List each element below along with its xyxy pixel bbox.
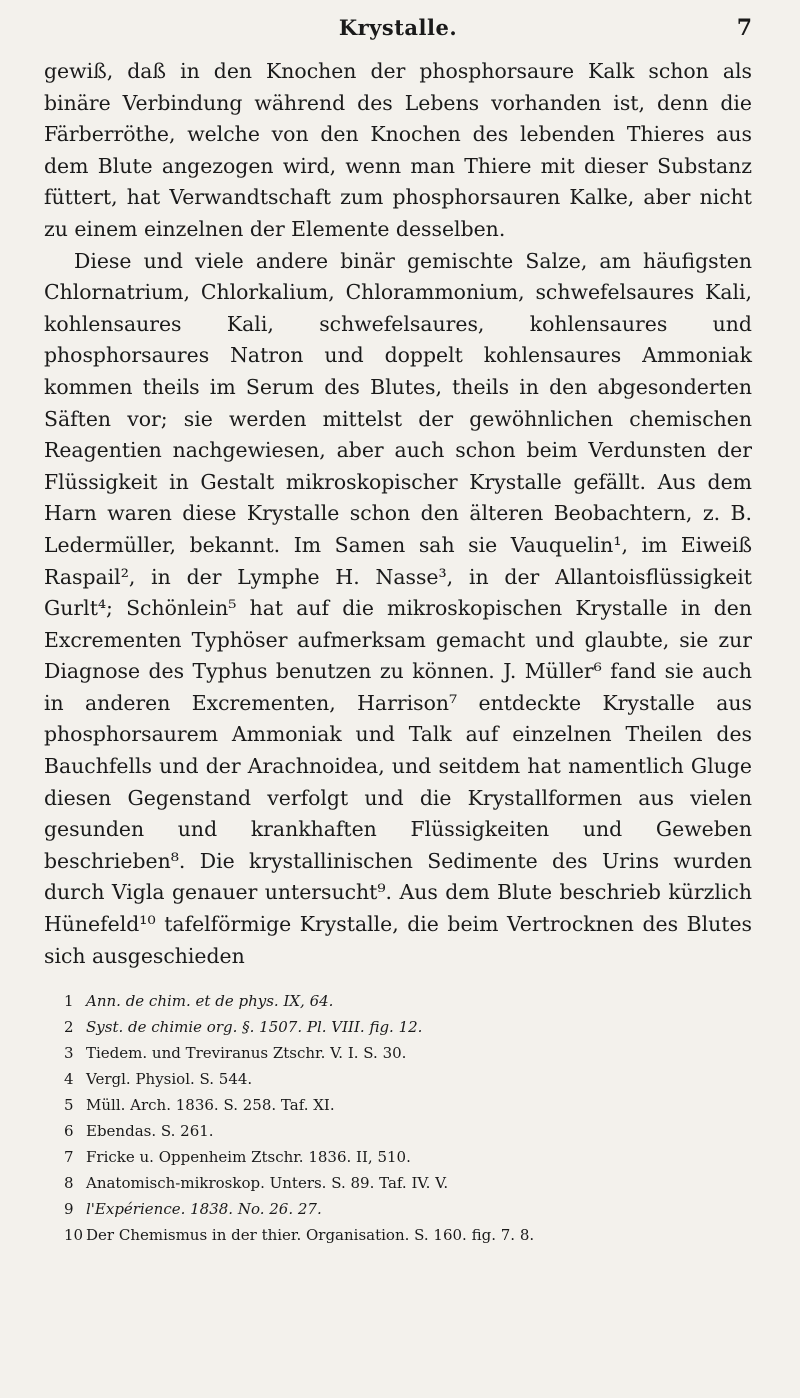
footnote-number: 2	[64, 1018, 74, 1037]
footnote-8	[64, 1170, 752, 1196]
footnote-7	[64, 1144, 752, 1170]
footnote-text: Ebendas. S. 261.	[86, 1122, 214, 1141]
paragraph-1: gewiß, daß in den Knochen der phosphorsaure Kalk schon als binäre Verbindung während des Lebens vorhanden ist, denn die Färberröthe, welche von den Knochen des lebenden Thieres aus dem Blute angezogen wird, wenn man Thiere mit dieser Substanz füttert, hat Verwandtschaft zum phosphorsauren Kalke, aber nicht zu einem einzelnen der Elemente desselben.	[44, 59, 752, 241]
footnote-4	[64, 1066, 752, 1092]
footnote-number: 8	[64, 1174, 74, 1193]
footnote-5	[64, 1092, 752, 1118]
footnote-3	[64, 1040, 752, 1066]
running-head	[44, 6, 752, 50]
footnote-text: Tiedem. und Treviranus Ztschr. V. I. S. 30.	[86, 1044, 407, 1063]
footnote-1	[64, 988, 752, 1014]
footnote-number: 7	[64, 1148, 74, 1167]
footnote-2	[64, 1014, 752, 1040]
footnote-number: 4	[64, 1070, 74, 1089]
footnote-text: Anatomisch-mikroskop. Unters. S. 89. Taf. IV. V.	[86, 1174, 449, 1193]
footnote-6	[64, 1118, 752, 1144]
footnote-number: 6	[64, 1122, 74, 1141]
body-text	[44, 56, 752, 972]
footnote-text: Ann. de chim. et de phys. IX, 64.	[86, 992, 334, 1011]
footnote-number: 5	[64, 1096, 74, 1115]
page-number: 7	[736, 15, 752, 41]
footnote-number: 10	[64, 1226, 84, 1245]
footnote-10	[64, 1222, 752, 1248]
footnote-number: 9	[64, 1200, 74, 1219]
footnote-text: Müll. Arch. 1836. S. 258. Taf. XI.	[86, 1096, 335, 1115]
footnote-number: 3	[64, 1044, 74, 1063]
footnote-number: 1	[64, 992, 74, 1011]
footnote-text: Vergl. Physiol. S. 544.	[86, 1070, 253, 1089]
running-title: Krystalle.	[338, 15, 458, 40]
footnotes	[44, 988, 752, 1248]
footnote-text: Der Chemismus in der thier. Organisation. S. 160. fig. 7. 8.	[86, 1226, 535, 1245]
footnote-text: Syst. de chimie org. §. 1507. Pl. VIII. fig. 12.	[86, 1018, 423, 1037]
footnote-text: Fricke u. Oppenheim Ztschr. 1836. II, 510.	[86, 1148, 411, 1167]
footnote-9	[64, 1196, 752, 1222]
paragraph-2: Diese und viele andere binär gemischte Salze, am häufigsten Chlornatrium, Chlorkalium, Chlorammonium, schwefelsaures Kali, kohlensaures Kali, schwefelsaures, kohlensaures und phosphorsaures Natron und doppelt kohlensaures Ammoniak kommen theils im Serum des Blutes, theils in den abgesonderten Säften vor; sie werden mittelst der gewöhnlichen chemischen Reagentien nachgewiesen, aber auch schon beim Verdunsten der Flüssigkeit in Gestalt mikroskopischer Krystalle gefällt. Aus dem Harn waren diese Krystalle schon den älteren Beobachtern, z. B. Ledermüller, bekannt. Im Samen sah sie Vauquelin¹, im Eiweiß Raspail², in der Lymphe H. Nasse³, in der Allantoisflüssigkeit Gurlt⁴; Schönlein⁵ hat auf die mikroskopischen Krystalle in den Excrementen Typhöser aufmerksam gemacht und glaubte, sie zur Diagnose des Typhus benutzen zu können. J. Müller⁶ fand sie auch in anderen Excrementen, Harrison⁷ entdeckte Krystalle aus phosphorsaurem Ammoniak und Talk auf einzelnen Theilen des Bauchfells und der Arachnoidea, und seitdem hat namentlich Gluge diesen Gegenstand verfolgt und die Krystallformen aus vielen gesunden und krankhaften Flüssigkeiten und Geweben beschrieben⁸. Die krystallinischen Sedimente des Urins wurden durch Vigla genauer untersucht⁹. Aus dem Blute beschrieb kürzlich Hünefeld¹⁰ tafelförmige Krystalle, die beim Vertrocknen des Blutes sich ausgeschieden	[44, 248, 752, 968]
footnote-text: l'Expérience. 1838. No. 26. 27.	[86, 1200, 322, 1219]
